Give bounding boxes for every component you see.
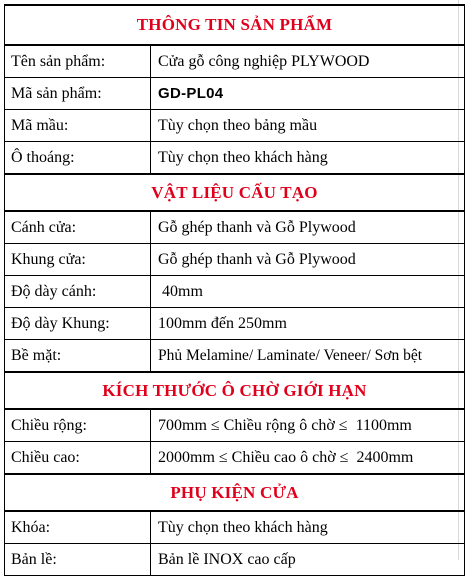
table-row (5, 45, 465, 78)
table-row (5, 442, 465, 475)
label-vent[interactable]: Ô thoáng: (5, 142, 151, 175)
value-hinge[interactable]: Bản lề INOX cao cấp (151, 544, 465, 576)
table-row (5, 78, 465, 110)
value-lock[interactable]: Tùy chọn theo khách hàng (151, 511, 465, 544)
value-surface[interactable]: Phủ Melamine/ Laminate/ Veneer/ Sơn bệt (151, 340, 465, 373)
table-row (5, 142, 465, 175)
value-product-name[interactable]: Cửa gỗ công nghiệp PLYWOOD (151, 45, 465, 78)
section-header-row (5, 174, 465, 211)
value-height[interactable]: 2000mm ≤ Chiều cao ô chờ ≤ 2400mm (151, 442, 465, 475)
product-spec-table (4, 4, 465, 576)
label-lock[interactable]: Khóa: (5, 511, 151, 544)
value-width[interactable]: 700mm ≤ Chiều rộng ô chờ ≤ 1100mm (151, 409, 465, 442)
label-color-code[interactable]: Mã mầu: (5, 110, 151, 142)
label-door-leaf[interactable]: Cánh cửa: (5, 211, 151, 244)
section-title-accessories[interactable]: PHỤ KIỆN CỬA (5, 474, 465, 511)
table-row (5, 211, 465, 244)
table-row (5, 244, 465, 276)
label-surface[interactable]: Bề mặt: (5, 340, 151, 373)
label-product-name[interactable]: Tên sản phẩm: (5, 45, 151, 78)
label-product-code[interactable]: Mã sản phẩm: (5, 78, 151, 110)
label-door-frame[interactable]: Khung cửa: (5, 244, 151, 276)
table-row (5, 110, 465, 142)
section-title-size-limit[interactable]: KÍCH THƯỚC Ô CHỜ GIỚI HẠN (5, 372, 465, 409)
table-row (5, 308, 465, 340)
value-door-leaf[interactable]: Gỗ ghép thanh và Gỗ Plywood (151, 211, 465, 244)
value-vent[interactable]: Tùy chọn theo khách hàng (151, 142, 465, 175)
table-row (5, 340, 465, 373)
table-row (5, 409, 465, 442)
value-product-code[interactable]: GD-PL04 (151, 78, 465, 110)
value-door-frame[interactable]: Gỗ ghép thanh và Gỗ Plywood (151, 244, 465, 276)
value-color-code[interactable]: Tùy chọn theo bảng mầu (151, 110, 465, 142)
section-title-material[interactable]: VẬT LIỆU CẤU TẠO (5, 174, 465, 211)
table-row (5, 276, 465, 308)
value-frame-thickness[interactable]: 100mm đến 250mm (151, 308, 465, 340)
value-leaf-thickness[interactable]: 40mm (151, 276, 465, 308)
section-header-row (5, 372, 465, 409)
section-title-product-info[interactable]: THÔNG TIN SẢN PHẨM (5, 5, 465, 45)
table-row (5, 511, 465, 544)
section-header-row (5, 474, 465, 511)
label-width[interactable]: Chiều rộng: (5, 409, 151, 442)
label-leaf-thickness[interactable]: Độ dày cánh: (5, 276, 151, 308)
section-header-row (5, 5, 465, 45)
label-hinge[interactable]: Bản lề: (5, 544, 151, 576)
label-height[interactable]: Chiều cao: (5, 442, 151, 475)
label-frame-thickness[interactable]: Độ dày Khung: (5, 308, 151, 340)
